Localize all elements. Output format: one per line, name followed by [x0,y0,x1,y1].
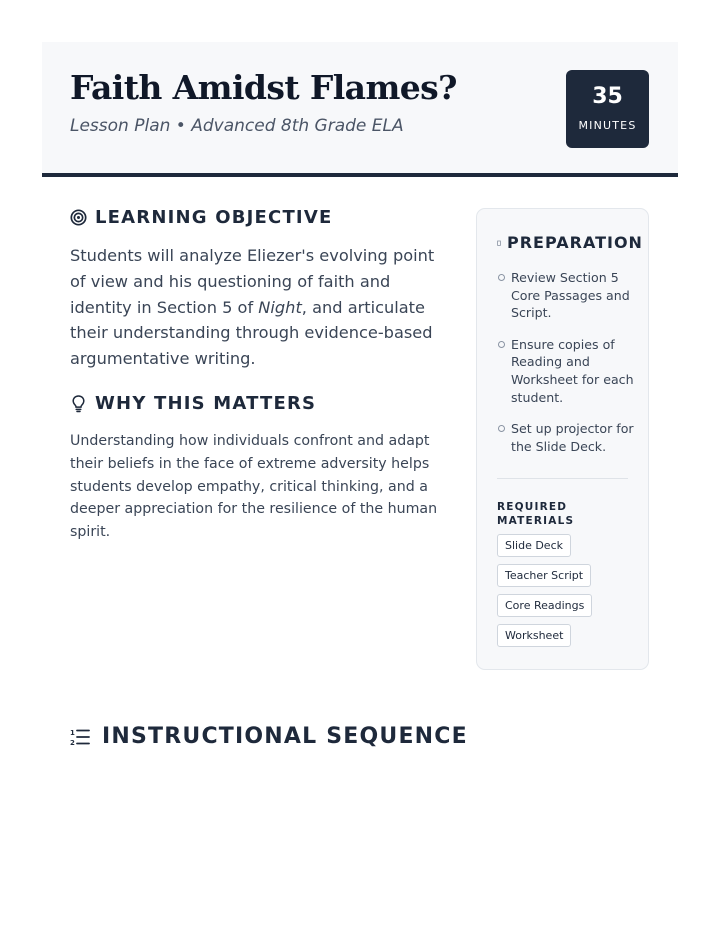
preparation-list [497,269,637,469]
circle-bullet-icon [498,274,505,281]
clipboard-icon [497,240,501,246]
preparation-item-text: Set up projector for the Slide Deck. [511,421,634,454]
instructional-sequence-heading [70,724,468,749]
lesson-title: Faith Amidst Flames? [70,68,457,107]
learning-objective-heading-text: LEARNING OBJECTIVE [95,207,333,228]
material-chip-worksheet: Worksheet [497,624,571,647]
preparation-item-text: Ensure copies of Reading and Worksheet for each student. [511,336,634,405]
learning-objective-text [70,243,450,372]
lightbulb-icon [70,394,87,413]
learning-objective-heading [70,207,332,228]
ordered-list-icon [70,728,90,746]
required-materials-heading: REQUIRED MATERIALS [497,501,575,527]
objective-text-after: , and articulate their understanding through evidence-based argumentative writing. [70,297,433,369]
duration-value: 35 [592,84,623,109]
divider [497,478,628,479]
lesson-header [42,42,678,177]
svg-text:2: 2 [70,738,77,746]
duration-badge [566,70,649,148]
lesson-subtitle: Lesson Plan • Advanced 8th Grade ELA [70,116,404,136]
material-chip-slide-deck: Slide Deck [497,534,571,557]
circle-bullet-icon [498,425,505,432]
why-this-matters-text: Understanding how individuals confront and adapt their beliefs in the face of extreme adversity helps students develop empathy, critical thinking, and a deeper appreciation for the resilience of the human spirit. [70,433,438,541]
preparation-item [497,336,637,406]
preparation-heading [497,233,643,252]
why-this-matters-heading-text: WHY THIS MATTERS [95,393,317,414]
preparation-heading-text: PREPARATION [507,233,643,252]
material-chip-teacher-script: Teacher Script [497,564,591,587]
material-chip-core-readings: Core Readings [497,594,592,617]
svg-text:1: 1 [70,728,77,737]
why-this-matters-heading [70,393,316,414]
preparation-card [476,208,649,670]
preparation-item [497,420,637,455]
target-icon [70,209,87,226]
objective-text-before: Students will analyze Eliezer's evolving point of view and his questioning of faith and identity in Section 5 of [70,246,435,317]
circle-bullet-icon [498,341,505,348]
instructional-sequence-heading-text: INSTRUCTIONAL SEQUENCE [102,724,468,749]
preparation-item [497,269,637,322]
duration-unit: MINUTES [578,119,637,132]
preparation-item-text: Review Section 5 Core Passages and Script. [511,270,630,321]
materials-list [497,534,592,654]
book-title: Night [258,297,302,317]
